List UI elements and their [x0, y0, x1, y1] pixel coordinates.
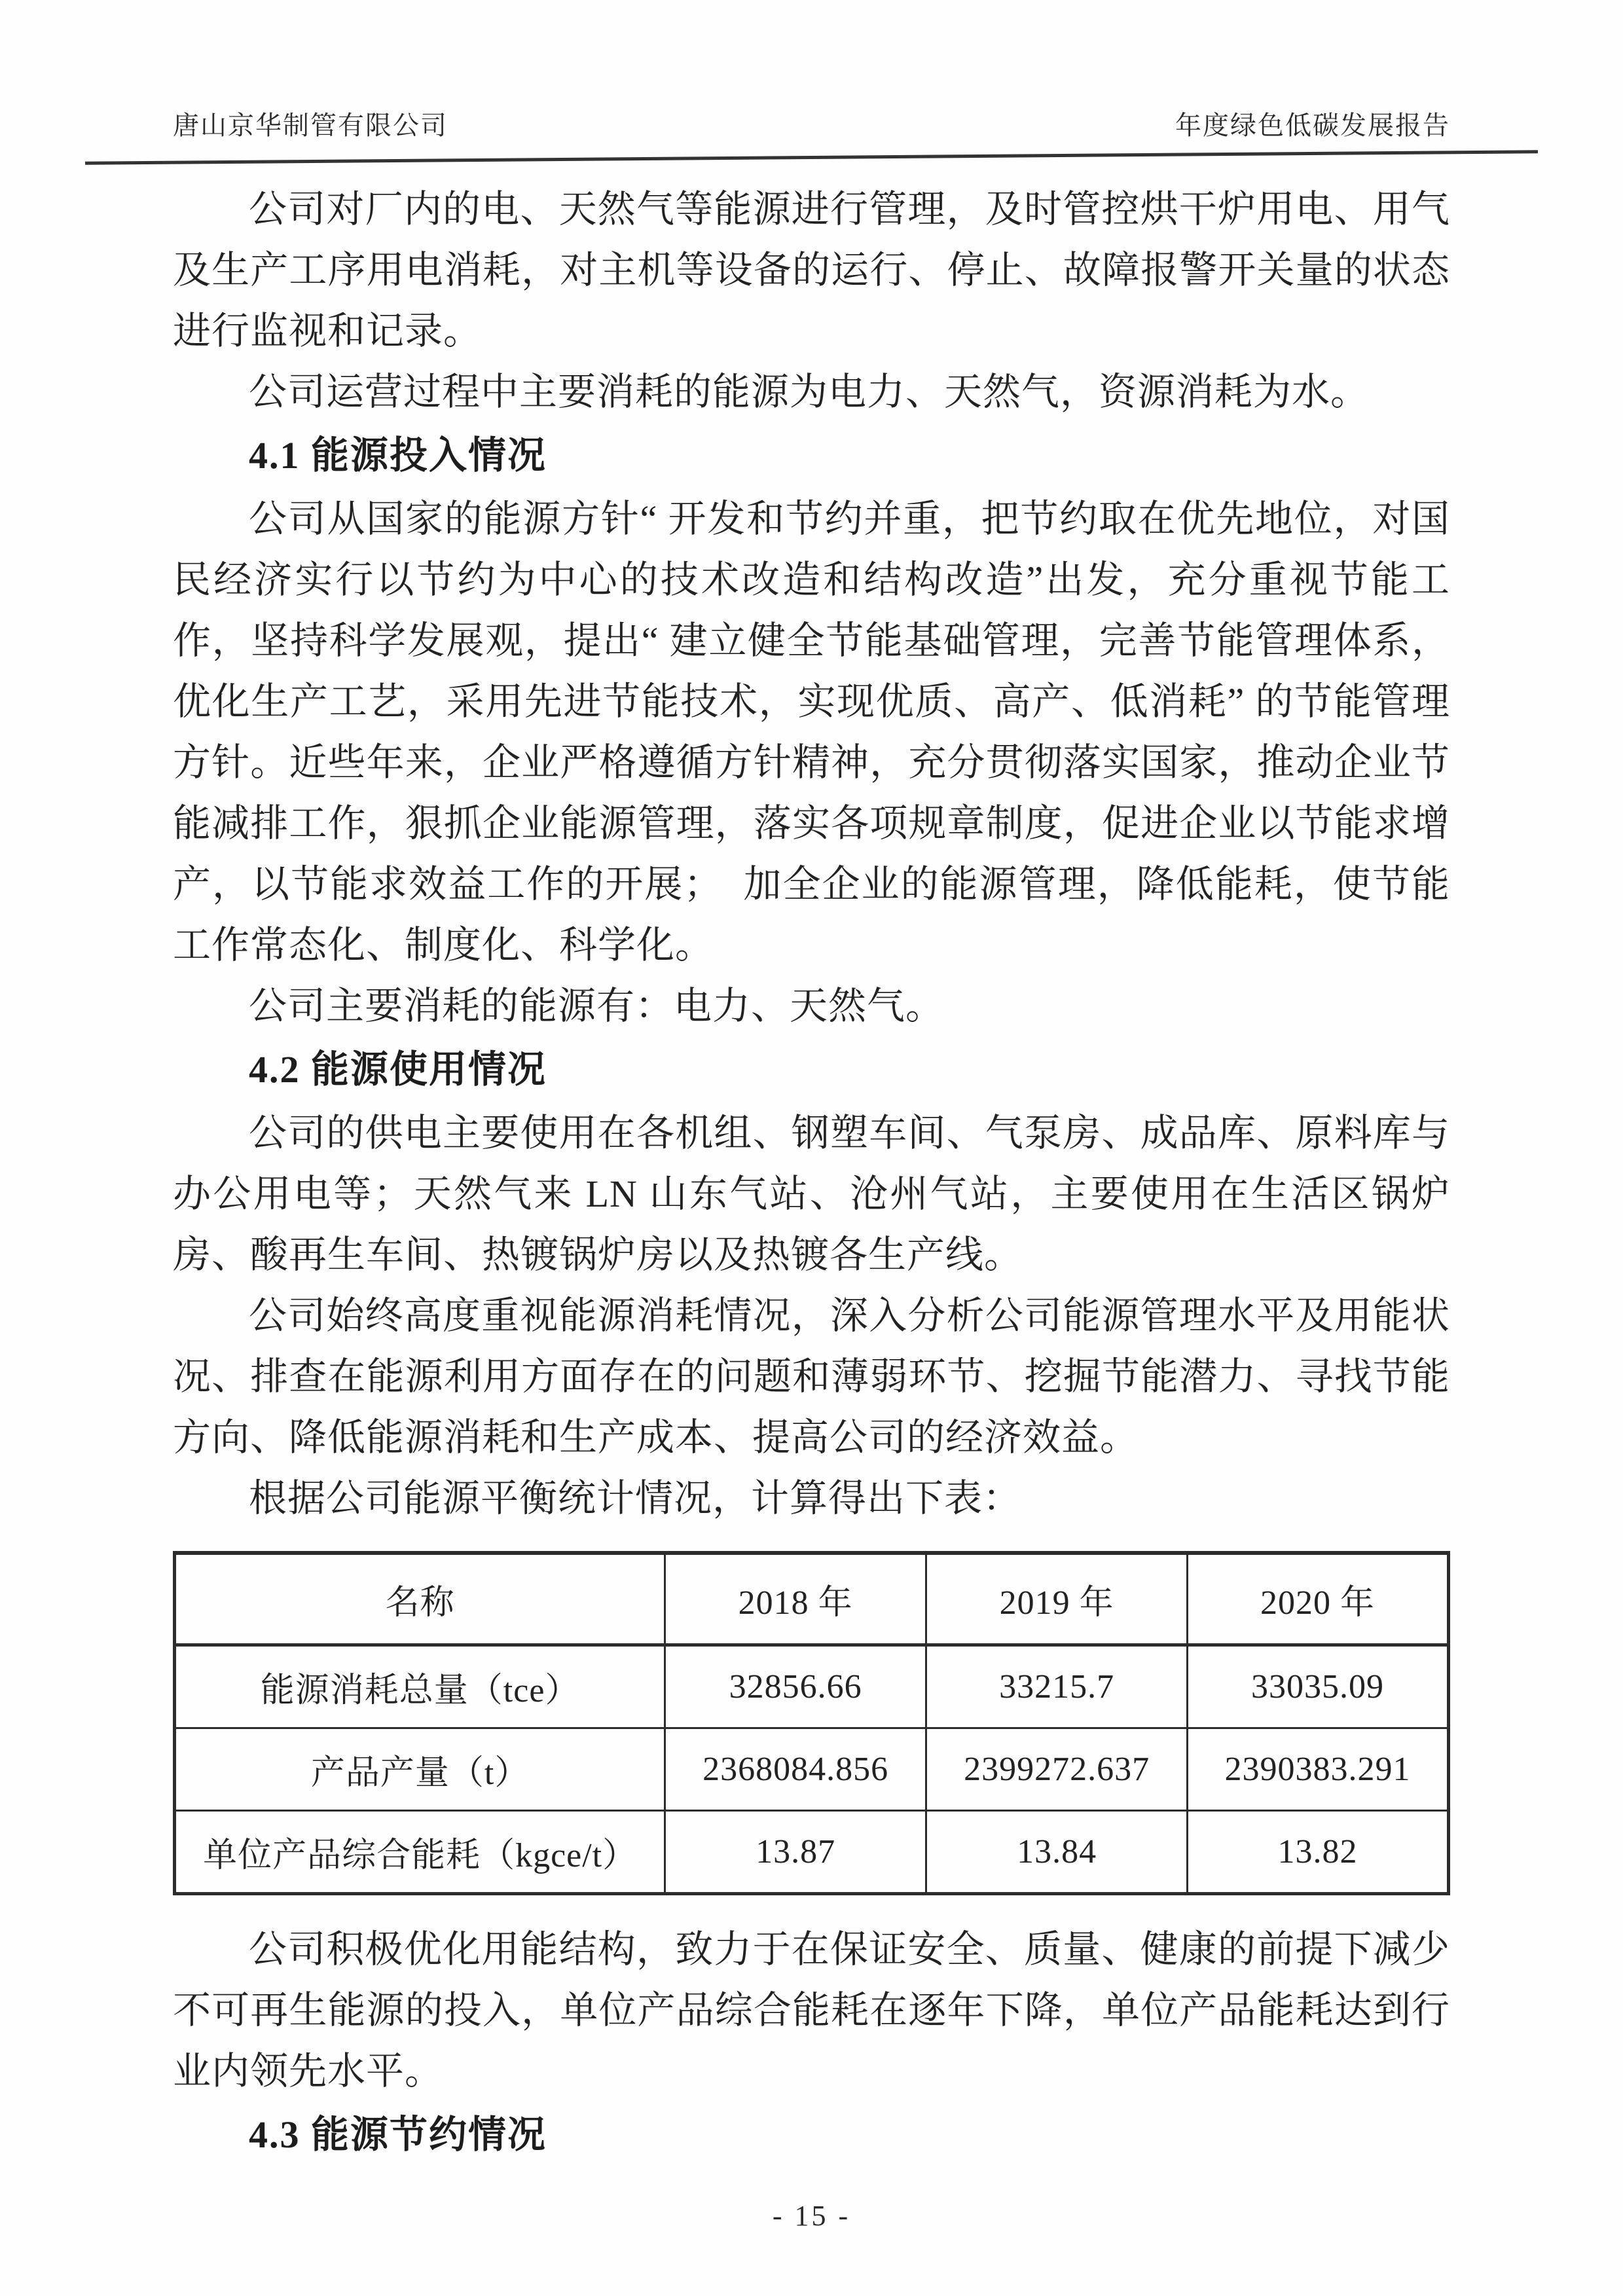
table-cell-value: 32856.66: [665, 1645, 926, 1728]
paragraph-energy-policy: 公司从国家的能源方针“ 开发和节约并重，把节约取在优先地位，对国民经济实行以节约为中心的技术改造和结构改造”出发，充分重视节能工作，坚持科学发展观，提出“ 建立健全节能基础管理，完善节能管理体系，优化生产工艺，采用先进节能技术，实现优质、高产、低消耗” 的节能管理方针。近些年来，企业严格遵循方针精神，充分贯彻落实国家，推动企业节能减排工作，狠抓企业能源管理，落实各项规章制度，促进企业以节能求增产，以节能求效益工作的开展； 加全企业的能源管理，降低能耗，使节能工作常态化、制度化、科学化。: [173, 498, 1450, 966]
table-cell-value: 13.82: [1188, 1811, 1449, 1894]
table-header-2018: 2018 年: [665, 1553, 926, 1645]
table-header-name: 名称: [175, 1553, 665, 1645]
energy-balance-table: [173, 1551, 1450, 1895]
paragraph-energy-consumed: 公司运营过程中主要消耗的能源为电力、天然气，资源消耗为水。: [249, 371, 1370, 413]
running-header: [173, 110, 1450, 141]
table-cell-value: 2368084.856: [665, 1728, 926, 1811]
table-cell-value: 2390383.291: [1188, 1728, 1449, 1811]
section-heading-4-3: 4.3 能源节约情况: [249, 2113, 547, 2156]
table-row-unit-energy: [175, 1811, 1449, 1894]
table-cell-value: 2399272.637: [926, 1728, 1188, 1811]
paragraph-power-usage: 公司的供电主要使用在各机组、钢塑车间、气泵房、成品库、原料库与办公用电等；天然气来 LN 山东气站、沧州气站，主要使用在生活区锅炉房、酸再生车间、热镀锅炉房以及热镀各生产线。: [173, 1112, 1450, 1276]
table-row-total-energy: [175, 1645, 1449, 1728]
header-company-name: 唐山京华制管有限公司: [173, 111, 448, 140]
section-heading-4-2: 4.2 能源使用情况: [249, 1048, 547, 1091]
table-header-row: [175, 1553, 1449, 1645]
table-header-2019: 2019 年: [926, 1553, 1188, 1645]
paragraph-main-energy: 公司主要消耗的能源有：电力、天然气。: [249, 985, 945, 1027]
paragraph-optimize-structure: 公司积极优化用能结构，致力于在保证安全、质量、健康的前提下减少不可再生能源的投入，单位产品综合能耗在逐年下降，单位产品能耗达到行业内领先水平。: [173, 1928, 1450, 2092]
paragraph-energy-attention: 公司始终高度重视能源消耗情况，深入分析公司能源管理水平及用能状况、排查在能源利用方面存在的问题和薄弱环节、挖掘节能潜力、寻找节能方向、降低能源消耗和生产成本、提高公司的经济效益。: [173, 1294, 1450, 1459]
table-cell-value: 33215.7: [926, 1645, 1188, 1728]
table-cell-value: 33035.09: [1188, 1645, 1449, 1728]
paragraph-energy-management: 公司对厂内的电、天然气等能源进行管理，及时管控烘干炉用电、用气及生产工序用电消耗，对主机等设备的运行、停止、故障报警开关量的状态进行监视和记录。: [173, 188, 1450, 352]
table-cell-value: 13.87: [665, 1811, 926, 1894]
table-header-2020: 2020 年: [1188, 1553, 1449, 1645]
table-cell-label: 单位产品综合能耗（kgce/t）: [175, 1811, 665, 1894]
table-cell-label: 产品产量（t）: [175, 1728, 665, 1811]
paragraph-table-intro: 根据公司能源平衡统计情况，计算得出下表：: [249, 1477, 1022, 1520]
section-heading-4-1: 4.1 能源投入情况: [249, 434, 547, 477]
table-cell-value: 13.84: [926, 1811, 1188, 1894]
table-row-product-output: [175, 1728, 1449, 1811]
page-number: - 15 -: [772, 2200, 851, 2232]
header-rule: [85, 150, 1538, 164]
table-cell-label: 能源消耗总量（tce）: [175, 1645, 665, 1728]
header-report-title: 年度绿色低碳发展报告: [1175, 111, 1450, 140]
